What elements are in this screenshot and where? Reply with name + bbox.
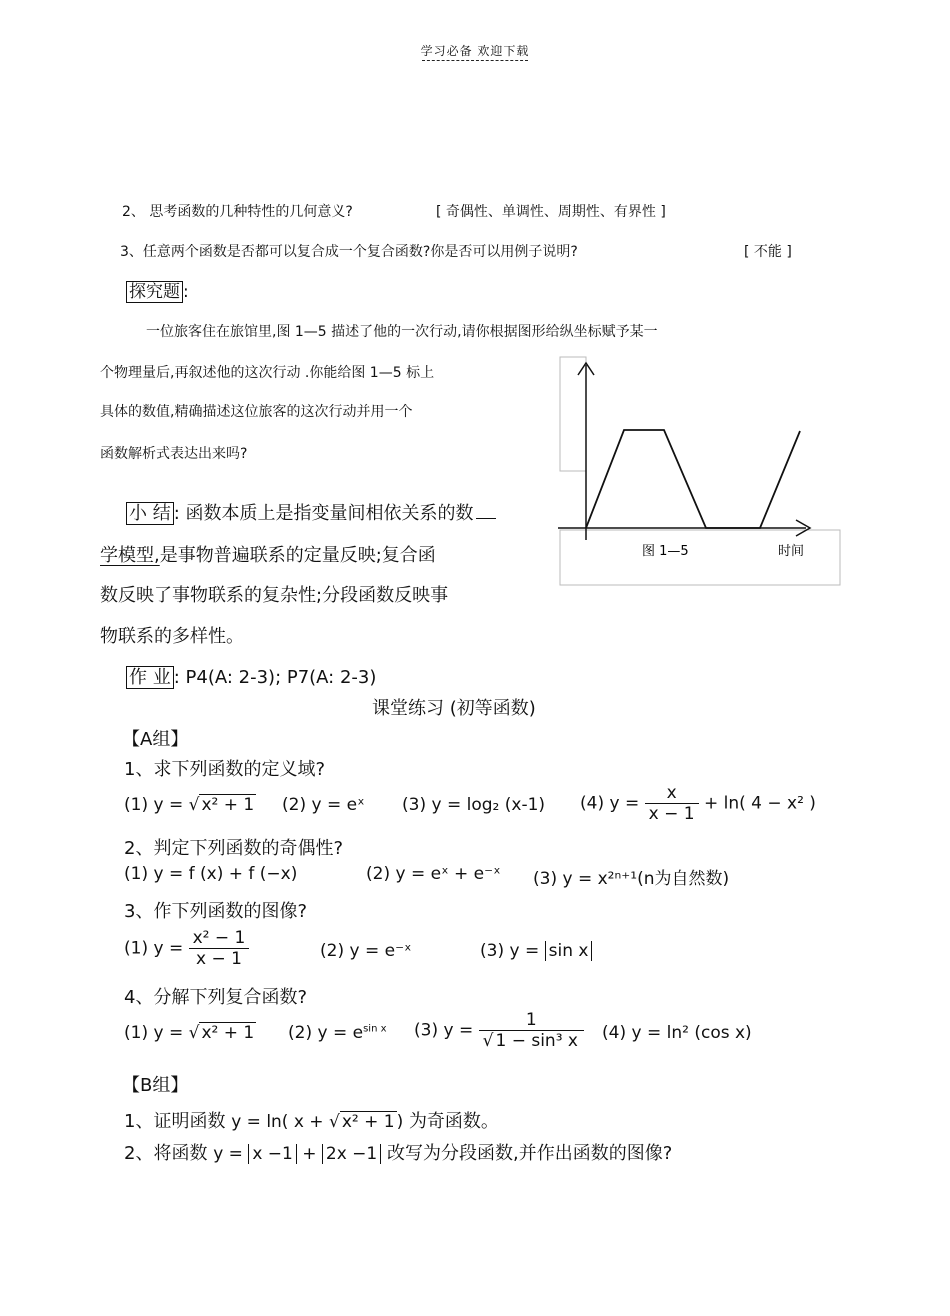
a1-formula-1: (1) y = √ x² + 1 bbox=[124, 795, 255, 815]
explore-label: 探究题 bbox=[126, 281, 183, 303]
figure-xlabel: 时间 bbox=[778, 544, 805, 559]
question-2-answer: [ 奇偶性、单调性、周期性、有界性 ] bbox=[436, 204, 666, 220]
a2-question: 2、判定下列函数的奇偶性? bbox=[124, 838, 344, 859]
summary-text-2: 是事物普遍联系的定量反映;复合函 bbox=[159, 545, 436, 566]
explore-heading: 探究题 : bbox=[126, 277, 189, 302]
travel-path bbox=[586, 430, 800, 528]
summary-emphasis: 学模型, bbox=[100, 545, 160, 566]
a3-question: 3、作下列函数的图像? bbox=[124, 901, 308, 922]
practice-title: 课堂练习 (初等函数) bbox=[372, 698, 536, 719]
summary-line-3: 数反映了事物联系的复杂性;分段函数反映事 bbox=[100, 585, 449, 606]
a1-formula-3: (3) y = log₂ (x-1) bbox=[402, 795, 546, 815]
question-3: 3、任意两个函数是否都可以复合成一个复合函数?你是否可以用例子说明? bbox=[120, 244, 578, 260]
group-b-heading: 【B组】 bbox=[122, 1075, 189, 1096]
explore-line-3: 具体的数值,精确描述这位旅客的这次行动并用一个 bbox=[100, 404, 413, 420]
a4-formula-4: (4) y = ln² (cos x) bbox=[602, 1023, 752, 1043]
b1-line: 1、证明函数 y = ln( x + √ x² + 1 ) 为奇函数。 bbox=[124, 1111, 499, 1132]
group-a-heading: 【A组】 bbox=[122, 729, 189, 750]
explore-line-2: 个物理量后,再叙述他的这次行动 .你能给图 1—5 标上 bbox=[100, 365, 435, 381]
question-3-answer: [ 不能 ] bbox=[744, 244, 792, 260]
question-2: 2、 思考函数的几种特性的几何意义? bbox=[122, 204, 353, 220]
figure-caption: 图 1—5 bbox=[642, 544, 689, 559]
a3-formula-3: (3) y = sin x bbox=[480, 941, 592, 961]
travel-graph-figure bbox=[556, 355, 846, 590]
explore-line-4: 函数解析式表达出来吗? bbox=[100, 446, 248, 462]
a3-formula-2: (2) y = e⁻ˣ bbox=[320, 941, 412, 961]
a1-formula-4: (4) y = $\frac{x}{x - 1}$ + ln( 4 − x² ) bbox=[580, 783, 816, 824]
a1-question: 1、求下列函数的定义域? bbox=[124, 759, 326, 780]
a1-formula-2: (2) y = eˣ bbox=[282, 795, 365, 815]
a2-formula-2: (2) y = eˣ + e⁻ˣ bbox=[366, 864, 501, 884]
page-header: 学习必备 欢迎下载 bbox=[420, 44, 530, 58]
a4-formula-2: (2) $y = e^{sin x}$ bbox=[288, 1023, 387, 1043]
homework-label: 作 业 bbox=[126, 666, 174, 689]
summary-line-1: 小 结 : 函数本质上是指变量间相依关系的数 bbox=[126, 499, 496, 525]
homework-text: P4(A: 2-3); P7(A: 2-3) bbox=[185, 667, 377, 688]
a2-formula-3: (3) y = x²ⁿ⁺¹(n为自然数) bbox=[533, 869, 730, 889]
a4-question: 4、分解下列复合函数? bbox=[124, 987, 308, 1008]
figure-frame-top bbox=[560, 357, 586, 471]
summary-text-1: 函数本质上是指变量间相依关系的数 bbox=[185, 503, 474, 524]
a3-formula-1: (1) y = $\frac{\text{x² − 1}}{x - 1}$ bbox=[124, 928, 249, 969]
explore-line-1: 一位旅客住在旅馆里,图 1—5 描述了他的一次行动,请你根据图形给纵坐标赋予某一 bbox=[146, 324, 658, 340]
summary-label: 小 结 bbox=[126, 502, 174, 525]
summary-line-4: 物联系的多样性。 bbox=[100, 626, 244, 647]
summary-line-2 bbox=[100, 541, 436, 567]
a2-formula-1: (1) y = f (x) + f (−x) bbox=[124, 864, 298, 884]
homework-line: 作 业 : P4(A: 2-3); P7(A: 2-3) bbox=[126, 663, 376, 689]
a4-formula-1: (1) y = √ x² + 1 bbox=[124, 1023, 255, 1043]
header-divider bbox=[422, 60, 528, 61]
a4-formula-3: (3) y = $\frac{1}{\text{√ 1 − sin³ x}}$ bbox=[414, 1010, 584, 1051]
b2-line: 2、将函数 y = x −1 + 2x −1 改写为分段函数,并作出函数的图像? bbox=[124, 1143, 673, 1164]
